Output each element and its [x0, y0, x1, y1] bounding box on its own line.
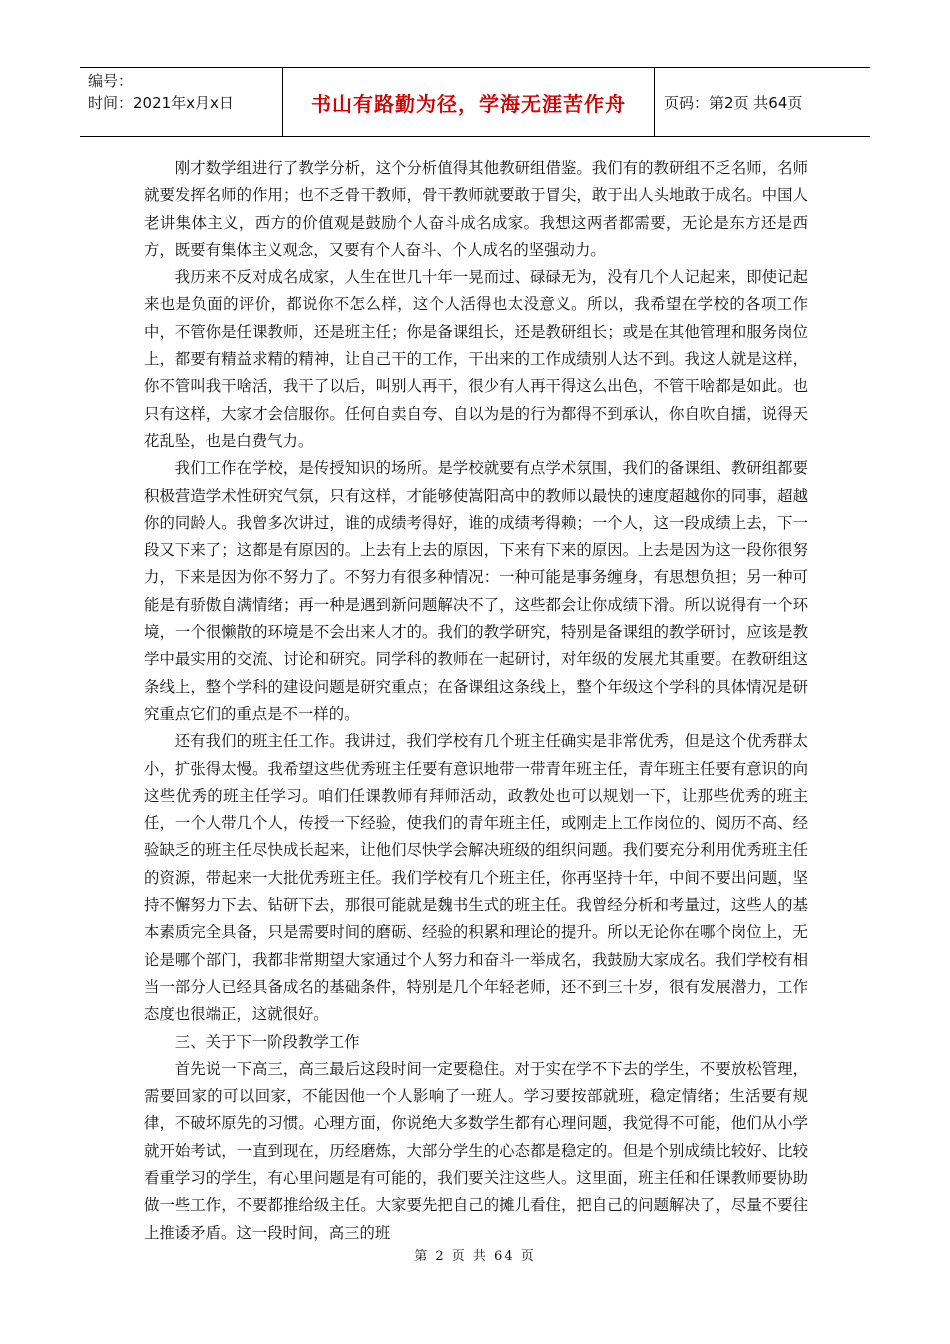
page-footer: [0, 1245, 950, 1264]
footer-page-number: 第 2 页 共 64 页: [414, 1249, 536, 1264]
section-heading: 三、关于下一阶段教学工作: [174, 1032, 360, 1051]
header-motto: 书山有路勤为径，学海无涯苦作舟: [311, 91, 626, 116]
paragraph: 刚才数学组进行了教学分析，这个分析值得其他教研组借鉴。我们有的教研组不乏名师，名师就要发挥名师的作用；也不乏骨干教师，骨干教师就要敢于冒尖，敢于出人头地敢于成名。中国人老讲集体主义，西方的价值观是鼓励个人奋斗成名成家。我想这两者都需要，无论是东方还是西方，既要有集体主义观念，又要有个人奋斗、个人成名的坚强动力。: [144, 159, 808, 259]
document-body: [144, 155, 808, 1247]
header-meta: [80, 68, 283, 136]
page-header: [80, 67, 870, 137]
header-page-info: 页码：第2页 共64页: [664, 93, 803, 112]
document-date: 时间：2021年x月x日: [88, 94, 234, 112]
header-motto-cell: [283, 68, 655, 136]
paragraph: 还有我们的班主任工作。我讲过，我们学校有几个班主任确实是非常优秀，但是这个优秀群太小，扩张得太慢。我希望这些优秀班主任要有意识地带一带青年班主任，青年班主任要有意识的向这些优秀的班主任学习。咱们任课教师有拜师活动，政教处也可以规划一下，让那些优秀的班主任，一个人带几个人，传授一下经验，使我们的青年班主任，或刚走上工作岗位的、阅历不高、经验缺乏的班主任尽快成长起来，让他们尽快学会解决班级的组织问题。我们要充分利用优秀班主任的资源，带起来一大批优秀班主任。我们学校有几个班主任，你再坚持十年，中间不要出问题，坚持不懈努力下去、钻研下去，那很可能就是魏书生式的班主任。我曾经分析和考量过，这些人的基本素质完全具备，只是需要时间的磨砺、经验的积累和理论的提升。所以无论你在哪个岗位上，无论是哪个部门，我都非常期望大家通过个人努力和奋斗一举成名，我鼓励大家成名。我们学校有相当一部分人已经具备成名的基础条件，特别是几个年轻老师，还不到三十岁，很有发展潜力，工作态度也很端正，这就很好。: [144, 732, 808, 1024]
paragraph: 我历来不反对成名成家，人生在世几十年一晃而过、碌碌无为，没有几个人记起来，即使记起来也是负面的评价，都说你不怎么样，这个人活得也太没意义。所以，我希望在学校的各项工作中，不管你是任课教师，还是班主任；你是备课组长，还是教研组长；或是在其他管理和服务岗位上，都要有精益求精的精神，让自己干的工作，干出来的工作成绩别人达不到。我这人就是这样，你不管叫我干啥活，我干了以后，叫别人再干，很少有人再干得这么出色，不管干啥都是如此。也只有这样，大家才会信服你。任何自卖自夸、自以为是的行为都得不到承认，你自吹自擂，说得天花乱坠，也是白费气力。: [144, 268, 808, 450]
document-number-label: 编号：: [88, 72, 134, 90]
paragraph: 首先说一下高三，高三最后这段时间一定要稳住。对于实在学不下去的学生，不要放松管理，需要回家的可以回家，不能因他一个人影响了一班人。学习要按部就班，稳定情绪；生活要有规律，不破坏原先的习惯。心理方面，你说绝大多数学生都有心理问题，我觉得不可能，他们从小学就开始考试，一直到现在，历经磨炼，大部分学生的心态都是稳定的。但是个别成绩比较好、比较看重学习的学生，有心里问题是有可能的，我们要关注这些人。这里面，班主任和任课教师要协助做一些工作，不要都推给级主任。大家要先把自己的摊儿看住，把自己的问题解决了，尽量不要往上推诿矛盾。这一段时间，高三的班: [144, 1059, 808, 1242]
paragraph: 我们工作在学校，是传授知识的场所。是学校就要有点学术氛围，我们的备课组、教研组都要积极营造学术性研究气氛，只有这样，才能够使嵩阳高中的教师以最快的速度超越你的同事，超越你的同龄人。我曾多次讲过，谁的成绩考得好，谁的成绩考得赖；一个人，这一段成绩上去，下一段又下来了；这都是有原因的。上去有上去的原因，下来有下来的原因。上去是因为这一段你很努力，下来是因为你不努力了。不努力有很多种情况：一种可能是事务缠身，有思想负担；另一种可能是有骄傲自满情绪；再一种是遇到新问题解决不了，这些都会让你成绩下滑。所以说得有一个环境，一个很懒散的环境是不会出来人才的。我们的教学研究，特别是备课组的教学研讨，应该是教学中最实用的交流、讨论和研究。同学科的教师在一起研讨，对年级的发展尤其重要。在教研组这条线上，整个学科的建设问题是研究重点；在备课组这条线上，整个年级这个学科的具体情况是研究重点它们的重点是不一样的。: [144, 459, 808, 723]
header-page-info-cell: [655, 68, 870, 136]
